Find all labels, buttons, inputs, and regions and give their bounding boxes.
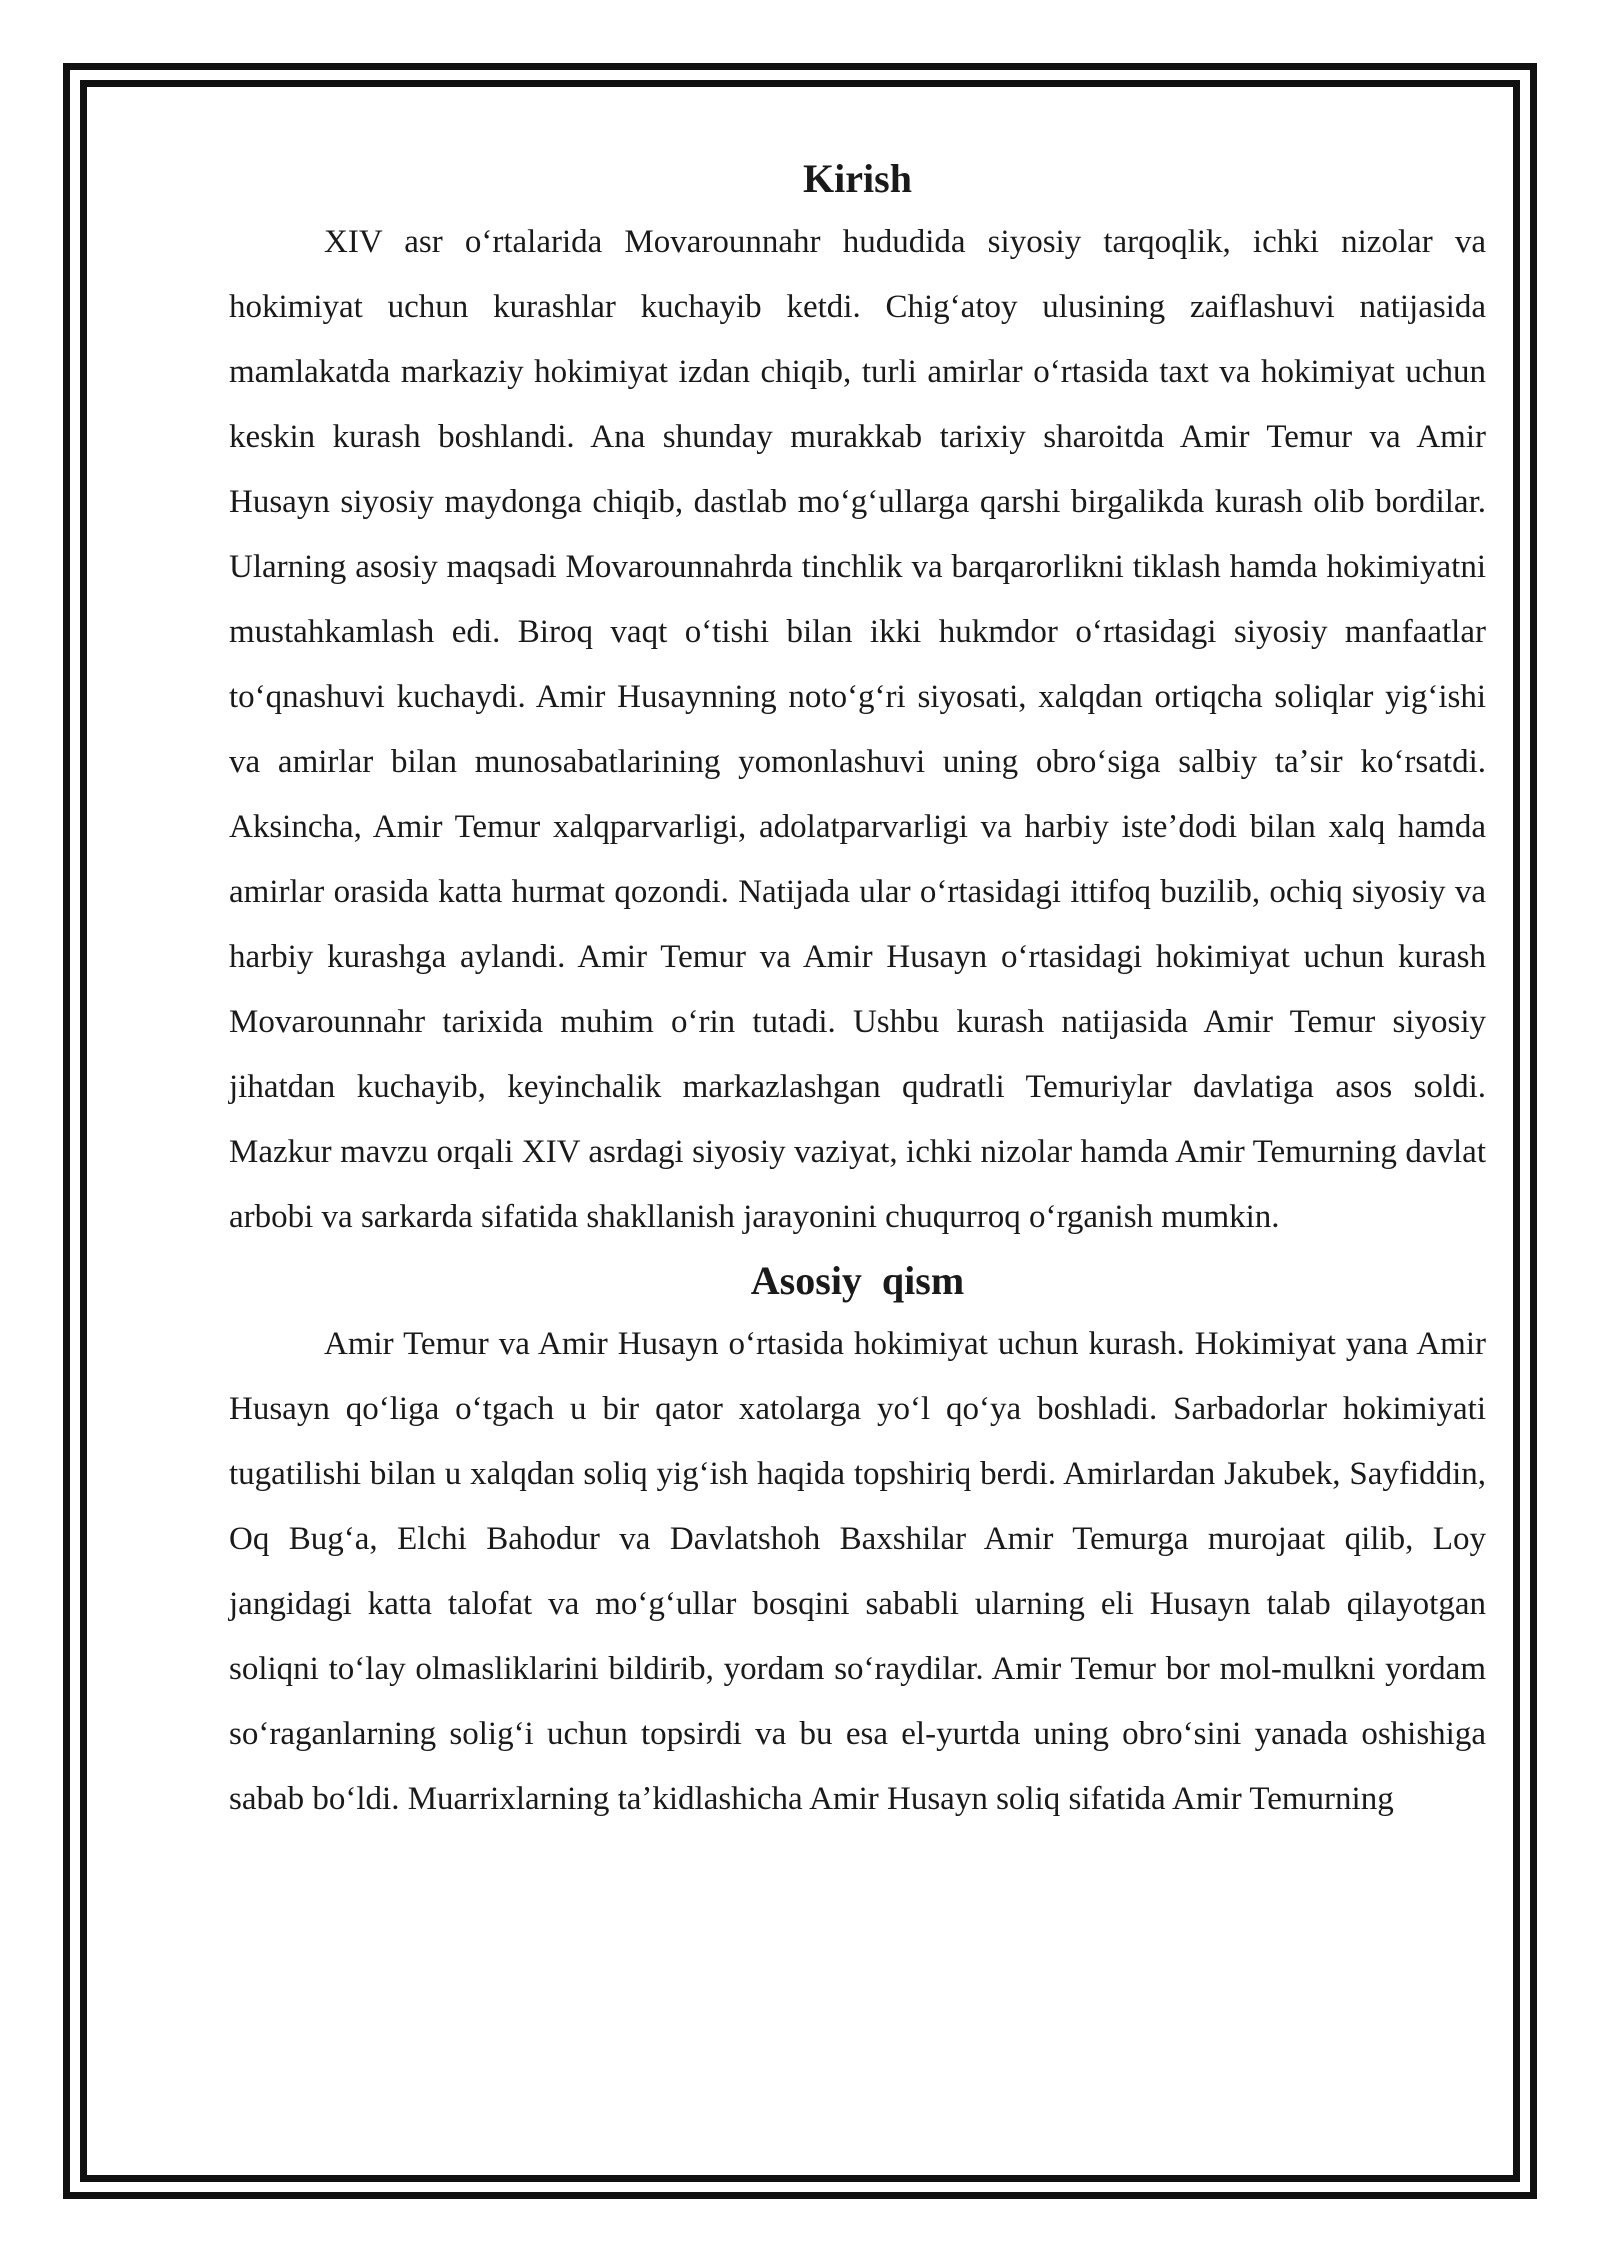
document-body xyxy=(229,148,1486,1832)
section-heading-kirish: Kirish xyxy=(803,156,912,201)
section-paragraph-kirish: XIV asr oʻrtalarida Movarounnahr hududida siyosiy tarqoqlik, ichki nizolar va hokimiyat uchun kurashlar kuchayib ketdi. Chigʻatoy ulusining zaiflashuvi natijasida mamlakatda markaziy hokimiyat izdan chiqib, turli amirlar oʻrtasida taxt va hokimiyat uchun keskin kurash boshlandi. Ana shunday murakkab tarixiy sharoitda Amir Temur va Amir Husayn siyosiy maydonga chiqib, dastlab moʻgʻullarga qarshi birgalikda kurash olib bordilar. Ularning asosiy maqsadi Movarounnahrda tinchlik va barqarorlikni tiklash hamda hokimiyatni mustahkamlash edi. Biroq vaqt oʻtishi bilan ikki hukmdor oʻrtasidagi siyosiy manfaatlar toʻqnashuvi kuchaydi. Amir Husaynning notoʻgʻri siyosati, xalqdan ortiqcha soliqlar yigʻishi va amirlar bilan munosabatlarining yomonlashuvi uning obroʻsiga salbiy taʼsir koʻrsatdi. Aksincha, Amir Temur xalqparvarligi, adolatparvarligi va harbiy isteʼdodi bilan xalq hamda amirlar orasida katta hurmat qozondi. Natijada ular oʻrtasidagi ittifoq buzilib, ochiq siyosiy va harbiy kurashga aylandi. Amir Temur va Amir Husayn oʻrtasidagi hokimiyat uchun kurash Movarounnahr tarixida muhim oʻrin tutadi. Ushbu kurash natijasida Amir Temur siyosiy jihatdan kuchayib, keyinchalik markazlashgan qudratli Temuriylar davlatiga asos soldi. Mazkur mavzu orqali XIV asrdagi siyosiy vaziyat, ichki nizolar hamda Amir Temurning davlat arbobi va sarkarda sifatida shakllanish jarayonini chuqurroq oʻrganish mumkin. xyxy=(229,224,1486,1235)
section-paragraph-asosiy-qism: Amir Temur va Amir Husayn oʻrtasida hokimiyat uchun kurash. Hokimiyat yana Amir Husayn qoʻliga oʻtgach u bir qator xatolarga yoʻl qoʻya boshladi. Sarbadorlar hokimiyati tugatilishi bilan u xalqdan soliq yigʻish haqida topshiriq berdi. Amirlardan Jakubek, Sayfiddin, Oq Bugʻa, Elchi Bahodur va Davlatshoh Baxshilar Amir Temurga murojaat qilib, Loy jangidagi katta talofat va moʻgʻullar bosqini sababli ularning eli Husayn talab qilayotgan soliqni toʻlay olmasliklarini bildirib, yordam soʻraydilar. Amir Temur bor mol-mulkni yordam soʻraganlarning soligʻi uchun topsirdi va bu esa el-yurtda uning obroʻsini yanada oshishiga sabab boʻldi. Muarrixlarning taʼkidlashicha Amir Husayn soliq sifatida Amir Temurning xyxy=(229,1326,1486,1817)
section-heading-asosiy-qism: Asosiy qism xyxy=(750,1258,965,1303)
